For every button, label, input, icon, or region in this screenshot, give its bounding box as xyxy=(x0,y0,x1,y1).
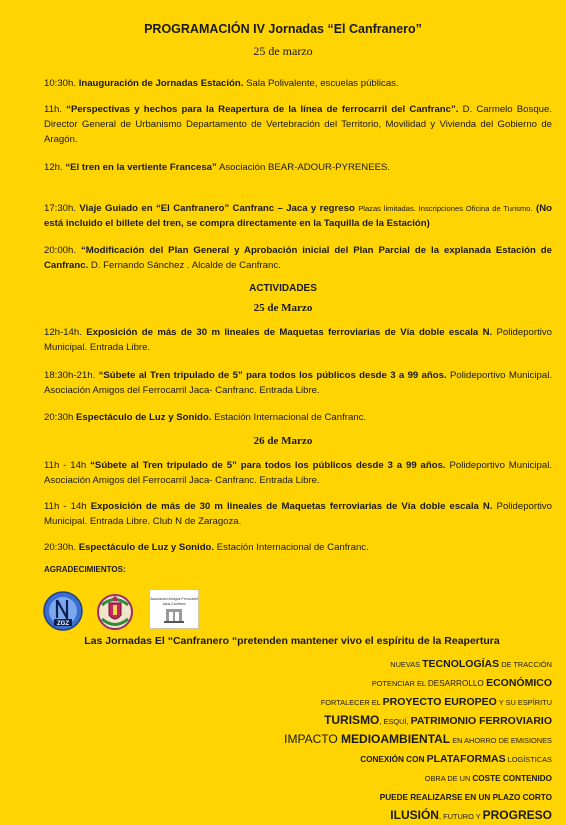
item-time: 11h - 14h xyxy=(44,501,87,512)
goal-highlight: PLAZO CORTO xyxy=(492,793,552,802)
railway-association-logo xyxy=(149,589,199,629)
item-time: 12h-14h. xyxy=(44,327,82,338)
goal-part: NUEVAS xyxy=(390,660,423,669)
activity-exhibition-day2 xyxy=(44,499,552,529)
goal-short-term xyxy=(32,787,552,806)
goal-highlight: MEDIOAMBIENTAL xyxy=(341,732,451,746)
item-title: Espectáculo de Luz y Sonido. xyxy=(78,542,215,553)
goal-part: LOGÍSTICAS xyxy=(505,755,552,764)
item-detail: Polideportivo Municipal. Asociación Amigos del Ferrocarril Jaca- Canfranc. Entrada Libre. xyxy=(44,460,552,486)
item-time: 11h. xyxy=(44,104,62,115)
program-item-guided-trip xyxy=(44,201,552,231)
item-title: “Súbete al Tren tripulado de 5” para todos los públicos desde 3 a 99 años. xyxy=(98,370,447,381)
item-time: 20:30h. xyxy=(44,542,77,553)
goal-highlight: TECNOLOGÍAS xyxy=(422,658,500,670)
program-item-inauguration xyxy=(44,76,552,91)
program-item-french-side xyxy=(44,160,552,175)
activities-day1: 25 de Marzo xyxy=(253,302,313,314)
footer-lead: Las Jornadas El “Canfranero “pretenden mantener vivo el espíritu de la Reapertura xyxy=(84,635,500,647)
goal-contained-cost xyxy=(32,768,552,787)
goal-part: EN AHORRO DE EMISIONES xyxy=(450,736,552,745)
item-note: Plazas limitadas. Inscripciones Oficina de Turismo. xyxy=(358,204,533,213)
item-warning: (No está incluido el billete del tren, se compra directamente en la Taquilla de la Estación) xyxy=(44,203,552,229)
goal-highlight: TURISMO xyxy=(324,713,380,727)
goal-part: OBRA DE UN xyxy=(424,774,473,783)
crest-logo xyxy=(94,591,136,633)
goal-tourism xyxy=(32,711,552,730)
zgz-logo xyxy=(43,591,83,631)
association-name: Asociación Amigos Ferrocarril xyxy=(150,597,198,601)
item-time: 12h. xyxy=(44,162,63,173)
item-title: “Súbete al Tren tripulado de 5” para todos los públicos desde 3 a 99 años. xyxy=(90,460,446,471)
item-time: 20:30h xyxy=(44,412,74,423)
thanks-label: AGRADECIMIENTOS: xyxy=(44,565,126,574)
footer-statements xyxy=(32,634,552,825)
crest-logo-graphic xyxy=(94,591,136,633)
goal-part: CONEXIÓN CON xyxy=(360,755,427,764)
goal-highlight: PROYECTO EUROPEO xyxy=(382,696,497,708)
page-title: PROGRAMACIÓN IV Jornadas “El Canfranero” xyxy=(144,22,422,36)
item-detail: Estación Internacional de Canfranc. xyxy=(214,412,367,423)
item-detail: Polideportivo Municipal. Entrada Libre. xyxy=(44,327,552,353)
item-time: 17:30h. xyxy=(44,203,77,214)
goal-logistics xyxy=(32,749,552,768)
activities-heading: ACTIVIDADES xyxy=(249,283,317,294)
item-time: 20:00h. xyxy=(44,245,77,256)
program-date: 25 de marzo xyxy=(253,44,313,58)
goal-part: FORTALECER EL xyxy=(320,698,383,707)
activity-light-show-day2 xyxy=(44,540,552,555)
item-title: “Perspectivas y hechos para la Reapertura de la línea de ferrocarril del Canfranc”. xyxy=(66,104,459,115)
zgz-logo-graphic xyxy=(43,591,83,631)
item-detail: D. Fernando Sánchez . Alcalde de Canfranc. xyxy=(90,260,281,271)
goal-part: IMPACTO xyxy=(284,732,342,746)
item-time: 10:30h. xyxy=(44,78,77,89)
item-detail: Sala Polivalente, escuelas públicas. xyxy=(246,78,399,89)
item-detail: D. Carmelo Bosque. Director General de Urbanismo Departamento de Vertebración del Territorio, Movilidad y Vivienda del Gobierno de Aragón. xyxy=(44,104,552,145)
goal-environmental-impact xyxy=(32,730,552,749)
item-title: Espectáculo de Luz y Sonido. xyxy=(76,412,212,423)
goal-economic-development xyxy=(32,673,552,692)
goal-highlight: COSTE CONTENIDO xyxy=(472,774,552,783)
goal-highlight: ILUSIÓN xyxy=(390,808,439,822)
goal-european-project xyxy=(32,692,552,711)
goal-traction-tech xyxy=(32,654,552,673)
goal-highlight: ECONÓMICO xyxy=(486,677,552,689)
goal-progress xyxy=(32,806,552,825)
item-time: 18:30h-21h. xyxy=(44,370,96,381)
item-title: Viaje Guiado en “El Canfranero” Canfranc – Jaca y regreso xyxy=(79,203,355,214)
activity-exhibition-day1 xyxy=(44,325,552,355)
goal-highlight: PLATAFORMAS xyxy=(426,753,506,765)
item-title: Exposición de más de 30 m lineales de Maquetas ferroviarias de Vía doble escala N. xyxy=(90,501,493,512)
goal-highlight: PATRIMONIO FERROVIARIO xyxy=(410,715,552,727)
goal-part: , FUTURO Y xyxy=(438,812,483,821)
goal-part: PUEDE REALIZARSE EN UN xyxy=(379,793,493,802)
item-title: Exposición de más de 30 m lineales de Maquetas ferroviarias de Vía doble escala N. xyxy=(86,327,493,338)
activity-train-ride-day1 xyxy=(44,368,552,398)
activity-light-show-day1 xyxy=(44,410,552,425)
association-place: Jaca-Canfranc xyxy=(162,602,186,606)
railway-association-logo-graphic xyxy=(150,590,198,628)
goal-part: DE TRACCIÓN xyxy=(499,660,552,669)
item-detail: Polideportivo Municipal. Entrada Libre. Club N de Zaragoza. xyxy=(44,501,553,527)
program-item-talk-reopening xyxy=(44,102,552,147)
item-title: “Modificación del Plan General y Aprobación inicial del Plan Parcial de la explanada Estación de Canfranc. xyxy=(44,245,552,271)
item-detail: Estación Internacional de Canfranc. xyxy=(216,542,369,553)
goal-part: POTENCIAR EL xyxy=(371,679,428,688)
activities-day2: 26 de Marzo xyxy=(253,435,313,447)
item-detail: Polideportivo Municipal. Asociación Amigos del Ferrocarril Jaca- Canfranc. Entrada Libre. xyxy=(44,370,553,396)
program-item-plan-modification xyxy=(44,243,552,273)
item-title: Inauguración de Jornadas Estación. xyxy=(78,78,244,89)
zgz-logo-text: ZGZ xyxy=(57,621,69,627)
item-detail: Asociación BEAR-ADOUR-PYRENEES. xyxy=(218,162,391,173)
activity-train-ride-day2 xyxy=(44,458,552,488)
item-time: 11h - 14h xyxy=(44,460,87,471)
goal-part: Y SU ESPÍRITU xyxy=(496,698,552,707)
goal-part: DESARROLLO xyxy=(427,679,487,688)
item-title: “El tren en la vertiente Francesa” xyxy=(65,162,217,173)
goal-highlight: PROGRESO xyxy=(482,808,552,822)
goal-part: , ESQUÍ, xyxy=(379,717,411,726)
